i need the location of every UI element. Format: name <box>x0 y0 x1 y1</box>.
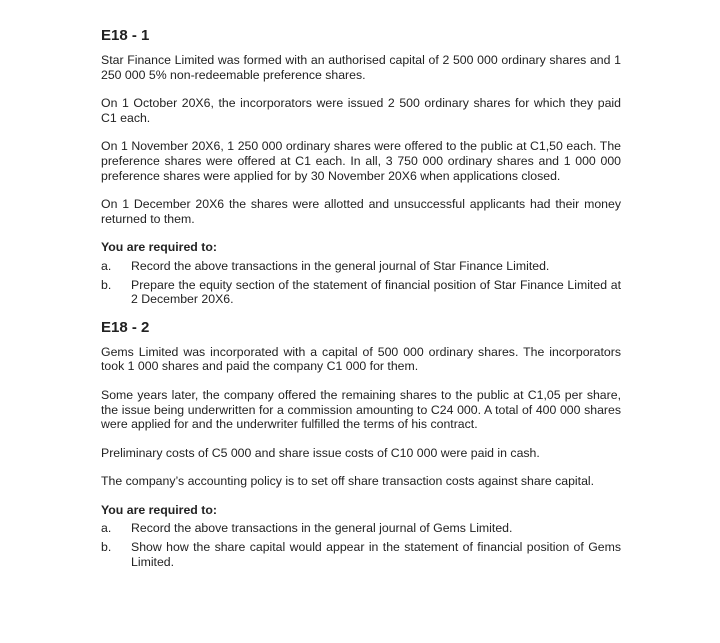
exercise-title: E18 - 2 <box>101 318 150 336</box>
paragraph: On 1 November 20X6, 1 250 000 ordinary shares were offered to the public at C1,50 each. The preference shares were offered at C1 each. In all, 3 750 000 ordinary shares and 1 000 000 preference shares were applied for by 30 November 20X6 when applications closed. <box>101 139 621 183</box>
task-text: Show how the share capital would appear in the statement of financial position of Gems Limited. <box>131 540 621 569</box>
paragraph: On 1 October 20X6, the incorporators were issued 2 500 ordinary shares for which they paid C1 each. <box>101 96 621 125</box>
task-list <box>101 521 621 569</box>
paragraph: The company’s accounting policy is to set off share transaction costs against share capital. <box>101 474 595 489</box>
task-text: Record the above transactions in the general journal of Gems Limited. <box>131 521 513 536</box>
exercise-title: E18 - 1 <box>101 27 150 44</box>
exercise-e18-2 <box>101 319 621 570</box>
required-label: You are required to: <box>101 502 217 517</box>
task-item <box>101 259 621 274</box>
task-item <box>101 540 621 569</box>
paragraph: Some years later, the company offered the remaining shares to the public at C1,05 per share, the issue being underwritten for a commission amounting to C24 000. A total of 400 000 shares were applied for and the underwriter fulfilled the terms of his contract. <box>101 387 621 432</box>
task-item <box>101 521 621 536</box>
paragraph: Gems Limited was incorporated with a capital of 500 000 ordinary shares. The incorporators took 1 000 shares and paid the company C1 000 for them. <box>101 344 621 374</box>
task-marker: a. <box>101 258 112 273</box>
paragraph: On 1 December 20X6 the shares were allotted and unsuccessful applicants had their money returned to them. <box>101 197 621 226</box>
task-marker: b. <box>101 277 112 292</box>
document-page <box>101 27 621 581</box>
task-marker: a. <box>101 521 112 536</box>
paragraph: Preliminary costs of C5 000 and share issue costs of C10 000 were paid in cash. <box>101 445 540 460</box>
task-text: Record the above transactions in the general journal of Star Finance Limited. <box>131 258 550 273</box>
exercise-e18-1 <box>101 27 621 307</box>
task-text: Prepare the equity section of the statement of financial position of Star Finance Limited at 2 December 20X6. <box>131 277 621 307</box>
task-item <box>101 278 621 307</box>
required-label: You are required to: <box>101 240 217 255</box>
task-list <box>101 259 621 307</box>
paragraph: Star Finance Limited was formed with an authorised capital of 2 500 000 ordinary shares and 1 250 000 5% non-redeemable preference shares. <box>101 53 621 82</box>
task-marker: b. <box>101 540 112 555</box>
